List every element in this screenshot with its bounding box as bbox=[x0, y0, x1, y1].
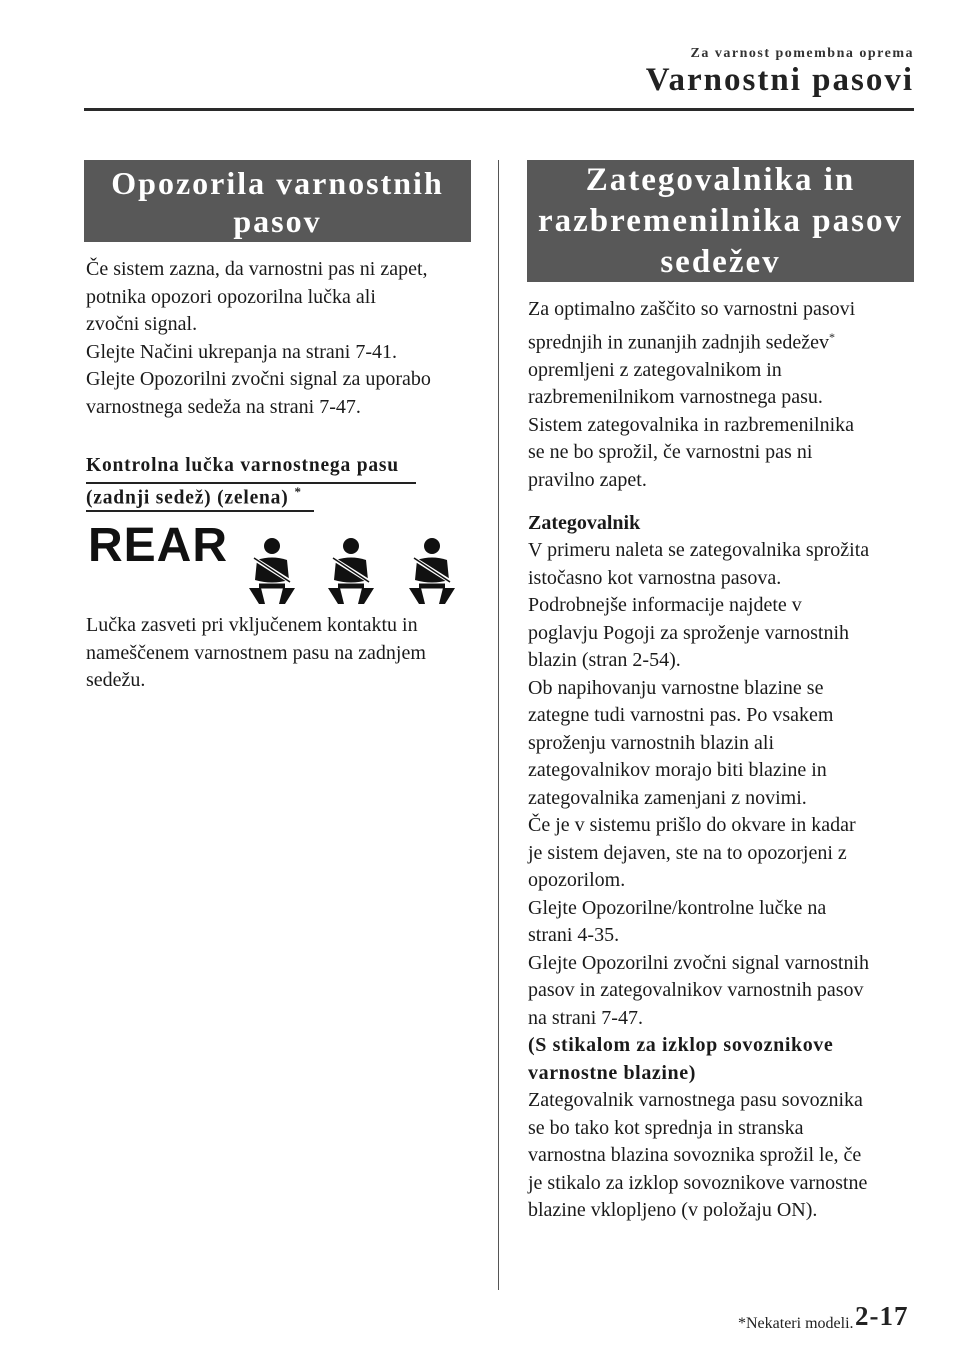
footnote-marker: * bbox=[829, 329, 836, 344]
text-line: Podrobnejše informacije najdete v bbox=[528, 594, 802, 616]
banner-line: Opozorila varnostnih bbox=[111, 165, 444, 201]
text-line: istočasno kot varnostna pasova. bbox=[528, 566, 782, 589]
text-line: potnika opozori opozorilna lučka ali bbox=[86, 285, 376, 308]
footnote-marker: * bbox=[294, 484, 302, 499]
text-line: zvočni signal. bbox=[86, 313, 198, 335]
banner-line: Zategovalnika in bbox=[585, 162, 856, 198]
text-line: Sistem zategovalnika in razbremenilnika bbox=[528, 413, 854, 436]
rear-indicator-label: REAR bbox=[88, 519, 229, 572]
text-line: pasov in zategovalnikov varnostnih pasov bbox=[528, 979, 864, 1001]
text-line: opremljeni z zategovalnikom in bbox=[528, 358, 782, 381]
column-divider bbox=[498, 160, 499, 1290]
text-line: zategne tudi varnostni pas. Po vsakem bbox=[528, 704, 834, 726]
text-line: pravilno zapet. bbox=[528, 468, 647, 491]
subheading-text: (zadnji sedež) (zelena) bbox=[86, 487, 289, 509]
text-line: Glejte Opozorilne/kontrolne lučke na bbox=[528, 896, 827, 919]
page-number: 2-17 bbox=[855, 1301, 909, 1331]
text-line: se ne bo sprožil, če varnostni pas ni bbox=[528, 441, 813, 464]
passenger-pretensioner-paragraph bbox=[528, 1087, 867, 1225]
text-line: Glejte Opozorilni zvočni signal varnostnih bbox=[528, 951, 870, 974]
intro-paragraph bbox=[86, 256, 431, 421]
text-line: Glejte Načini ukrepanja na strani 7-41. bbox=[86, 340, 397, 363]
text-line: se bo tako kot sprednja in stranska bbox=[528, 1116, 804, 1139]
subheading-rear-indicator-line2 bbox=[86, 484, 302, 510]
text-line: Lučka zasveti pri vključenem kontaktu in bbox=[86, 614, 418, 636]
text-line: nameščenem varnostnem pasu na zadnjem bbox=[86, 641, 426, 664]
pretensioner-intro-paragraph bbox=[528, 296, 855, 494]
text-line: Glejte Opozorilni zvočni signal za uporabo bbox=[86, 368, 431, 390]
text-line: razbremenilnikom varnostnega pasu. bbox=[528, 386, 823, 409]
text-line: zategovalnikov morajo biti blazine in bbox=[528, 759, 827, 781]
text-line: varnostne blazine) bbox=[528, 1061, 697, 1084]
section-banner-pretensioners bbox=[527, 160, 914, 282]
text-line: sproženju varnostnih blazin ali bbox=[528, 731, 775, 754]
text-line: na strani 7-47. bbox=[528, 1006, 643, 1029]
text-line: blazine vklopljeno (v položaju ON). bbox=[528, 1199, 818, 1221]
passenger-airbag-switch-note bbox=[528, 1032, 833, 1087]
text-line: Zategovalnik varnostnega pasu sovoznika bbox=[528, 1089, 863, 1111]
text-line: blazin (stran 2-54). bbox=[528, 649, 681, 671]
subheading-pretensioner: Zategovalnik bbox=[528, 512, 641, 534]
page-title: Varnostni pasovi bbox=[645, 62, 914, 98]
text-line: Ob napihovanju varnostne blazine se bbox=[528, 676, 824, 699]
text-line: poglavju Pogoji za sproženje varnostnih bbox=[528, 621, 850, 644]
text-line: Če sistem zazna, da varnostni pas ni zapet, bbox=[86, 258, 428, 280]
section-banner-seatbelt-warnings bbox=[84, 160, 471, 242]
pretensioner-paragraph bbox=[528, 537, 869, 1032]
text-line: varnostnega sedeža na strani 7-47. bbox=[86, 395, 361, 418]
text-line: je stikalo za izklop sovoznikove varnostne bbox=[528, 1171, 868, 1194]
rear-indicator-paragraph bbox=[86, 612, 426, 695]
seatbelt-icon bbox=[318, 536, 384, 606]
text-line: je sistem dejaven, ste na to opozorjeni z bbox=[528, 841, 847, 864]
text-line: zategovalnika zamenjani z novimi. bbox=[528, 786, 807, 809]
banner-line: pasov bbox=[233, 203, 322, 239]
seatbelt-icon bbox=[239, 536, 305, 606]
text-line: Za optimalno zaščito so varnostni pasovi bbox=[528, 298, 856, 320]
banner-line: sedežev bbox=[660, 244, 781, 280]
text-line: opozorilom. bbox=[528, 869, 626, 891]
subheading-rear-indicator-line1: Kontrolna lučka varnostnega pasu bbox=[86, 455, 399, 476]
banner-line: razbremenilnika pasov bbox=[538, 203, 903, 239]
text-line: Če je v sistemu prišlo do okvare in kadar bbox=[528, 814, 856, 836]
text-line bbox=[528, 324, 855, 357]
header-rule bbox=[84, 108, 914, 111]
text-line: varnostna blazina sovoznika sprožil le, če bbox=[528, 1144, 862, 1166]
text-line: V primeru naleta se zategovalnika sprožita bbox=[528, 539, 870, 561]
text-span: sprednjih in zunanjih zadnjih sedežev bbox=[528, 331, 830, 354]
text-line: strani 4-35. bbox=[528, 924, 620, 946]
section-subtitle: Za varnost pomembna oprema bbox=[690, 46, 914, 61]
text-line: sedežu. bbox=[86, 669, 146, 691]
seatbelt-icon bbox=[399, 536, 465, 606]
text-line: (S stikalom za izklop sovoznikove bbox=[528, 1034, 834, 1056]
subheading-underline bbox=[86, 510, 314, 512]
footnote: *Nekateri modeli. bbox=[738, 1315, 854, 1332]
